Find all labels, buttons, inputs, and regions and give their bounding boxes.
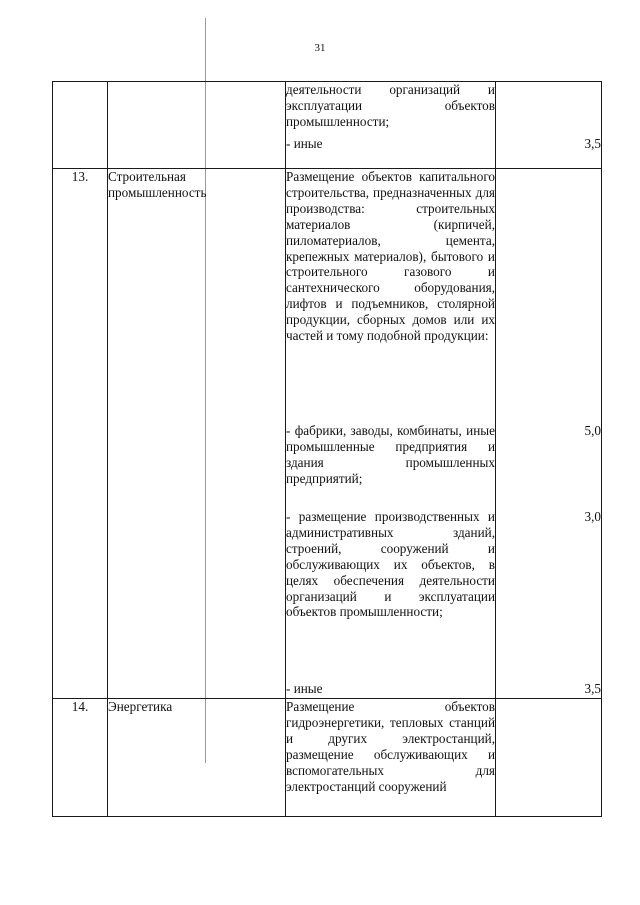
row-number: 14.	[53, 699, 108, 817]
intro-text: Размещение объектов капитального строительства, предназначенных для производства: строительных материалов (кирпичей, пиломатериалов, цемента, крепежных материалов), бытового и строительного газового и сантехнического оборудования, лифтов и подъемников, столярной продукции, сборных домов или их частей и тому подобной продукции:	[286, 169, 495, 344]
item-other-value: 3,5	[584, 681, 601, 696]
item-production-buildings-value: 3,0	[584, 509, 601, 524]
row-coefficient	[496, 699, 602, 817]
table-row-13	[53, 169, 602, 699]
row-description	[286, 82, 496, 169]
row-description	[286, 169, 496, 699]
row-number: 13.	[53, 169, 108, 699]
item-factories-value: 5,0	[584, 423, 601, 438]
row-description	[286, 699, 496, 817]
row-coefficient	[496, 82, 602, 169]
row-name: Строительная промышленность	[108, 169, 286, 699]
item-other-text: - иные	[286, 681, 323, 696]
other-item-text: - иные	[286, 136, 323, 151]
table-row-continuation	[53, 82, 602, 169]
row-coefficient	[496, 169, 602, 699]
intro-text: Размещение объектов гидроэнергетики, тепловых станций и других электростанций, размещение обслуживающих и вспомогательных для электростанций сооружений	[286, 699, 495, 794]
table-row-14	[53, 699, 602, 817]
row-name	[108, 82, 286, 169]
page-number: 31	[314, 42, 326, 54]
item-factories-text: - фабрики, заводы, комбинаты, иные промышленные предприятия и здания промышленных предприятий;	[286, 423, 495, 486]
continuation-text: деятельности организаций и эксплуатации объектов промышленности;	[286, 82, 495, 129]
row-name: Энергетика	[108, 699, 286, 817]
item-production-buildings-text: - размещение производственных и административных зданий, строений, сооружений и обслуживающих их объектов, в целях обеспечения деятельности организаций и эксплуатации объектов промышленности;	[286, 509, 495, 620]
row-number	[53, 82, 108, 169]
land-use-coefficient-table	[52, 81, 602, 817]
other-item-value: 3,5	[584, 136, 601, 151]
